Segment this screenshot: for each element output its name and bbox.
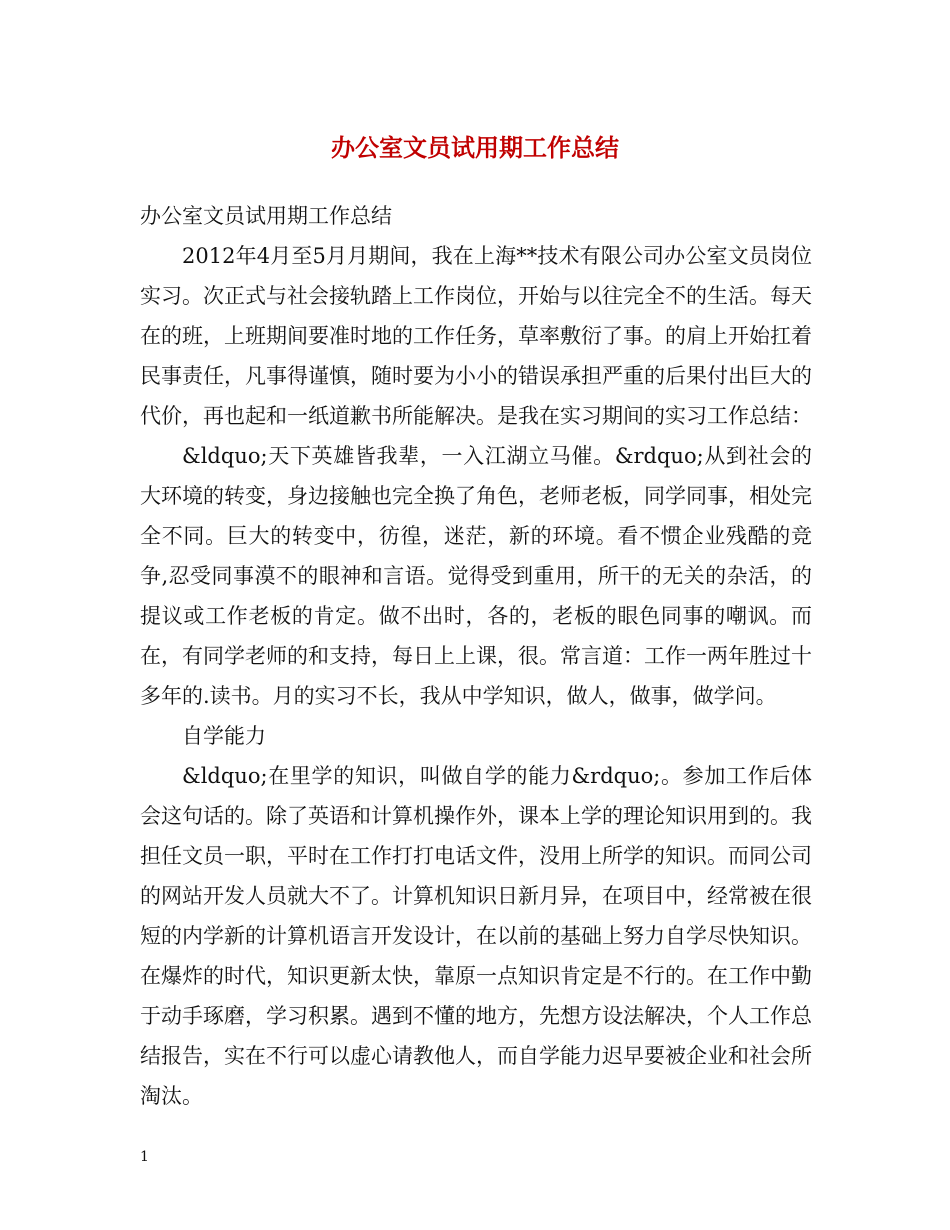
paragraph-self-study: &ldquo;在里学的知识，叫做自学的能力&rdquo;。参加工作后体会这句话的。除了英语和计算机操作外，课本上学的理论知识用到的。我担任文员一职，平时在工作打打电话文件，没用上所学的知识。而同公司的网站开发人员就大不了。计算机知识日新月异，在项目中，经常被在很短的内学新的计算机语言开发设计，在以前的基础上努力自学尽快知识。在爆炸的时代，知识更新太快，靠原一点知识肯定是不行的。在工作中勤于动手琢磨，学习积累。遇到不懂的地方，先想方设法解决，个人工作总结报告，实在不行可以虚心请教他人，而自学能力迟早要被企业和社会所淘汰。	[140, 764, 812, 1108]
section-heading-self-study: 自学能力	[182, 724, 266, 748]
body-heading: 办公室文员试用期工作总结	[140, 204, 392, 228]
document-title: 办公室文员试用期工作总结	[331, 133, 619, 162]
paragraph-intro: 2012年4月至5月月期间，我在上海**技术有限公司办公室文员岗位实习。次正式与社会接轨踏上工作岗位，开始与以往完全不的生活。每天在的班，上班期间要准时地的工作任务，草率敷衍了事。的肩上开始扛着民事责任，凡事得谨慎，随时要为小小的错误承担严重的后果付出巨大的代价，再也起和一纸道歉书所能解决。是我在实习期间的实习工作总结：	[140, 244, 812, 428]
document-body	[140, 196, 812, 1116]
page-number: 1	[140, 1149, 149, 1165]
paragraph-transition: &ldquo;天下英雄皆我辈，一入江湖立马催。&rdquo;从到社会的大环境的转变，身边接触也完全换了角色，老师老板，同学同事，相处完全不同。巨大的转变中，彷徨，迷茫，新的环境。看不惯企业残酷的竞争,忍受同事漠不的眼神和言语。觉得受到重用，所干的无关的杂活，的提议或工作老板的肯定。做不出时，各的，老板的眼色同事的嘲讽。而在，有同学老师的和支持，每日上上课，很。常言道：工作一两年胜过十多年的.读书。月的实习不长，我从中学知识，做人，做事，做学问。	[140, 444, 812, 708]
